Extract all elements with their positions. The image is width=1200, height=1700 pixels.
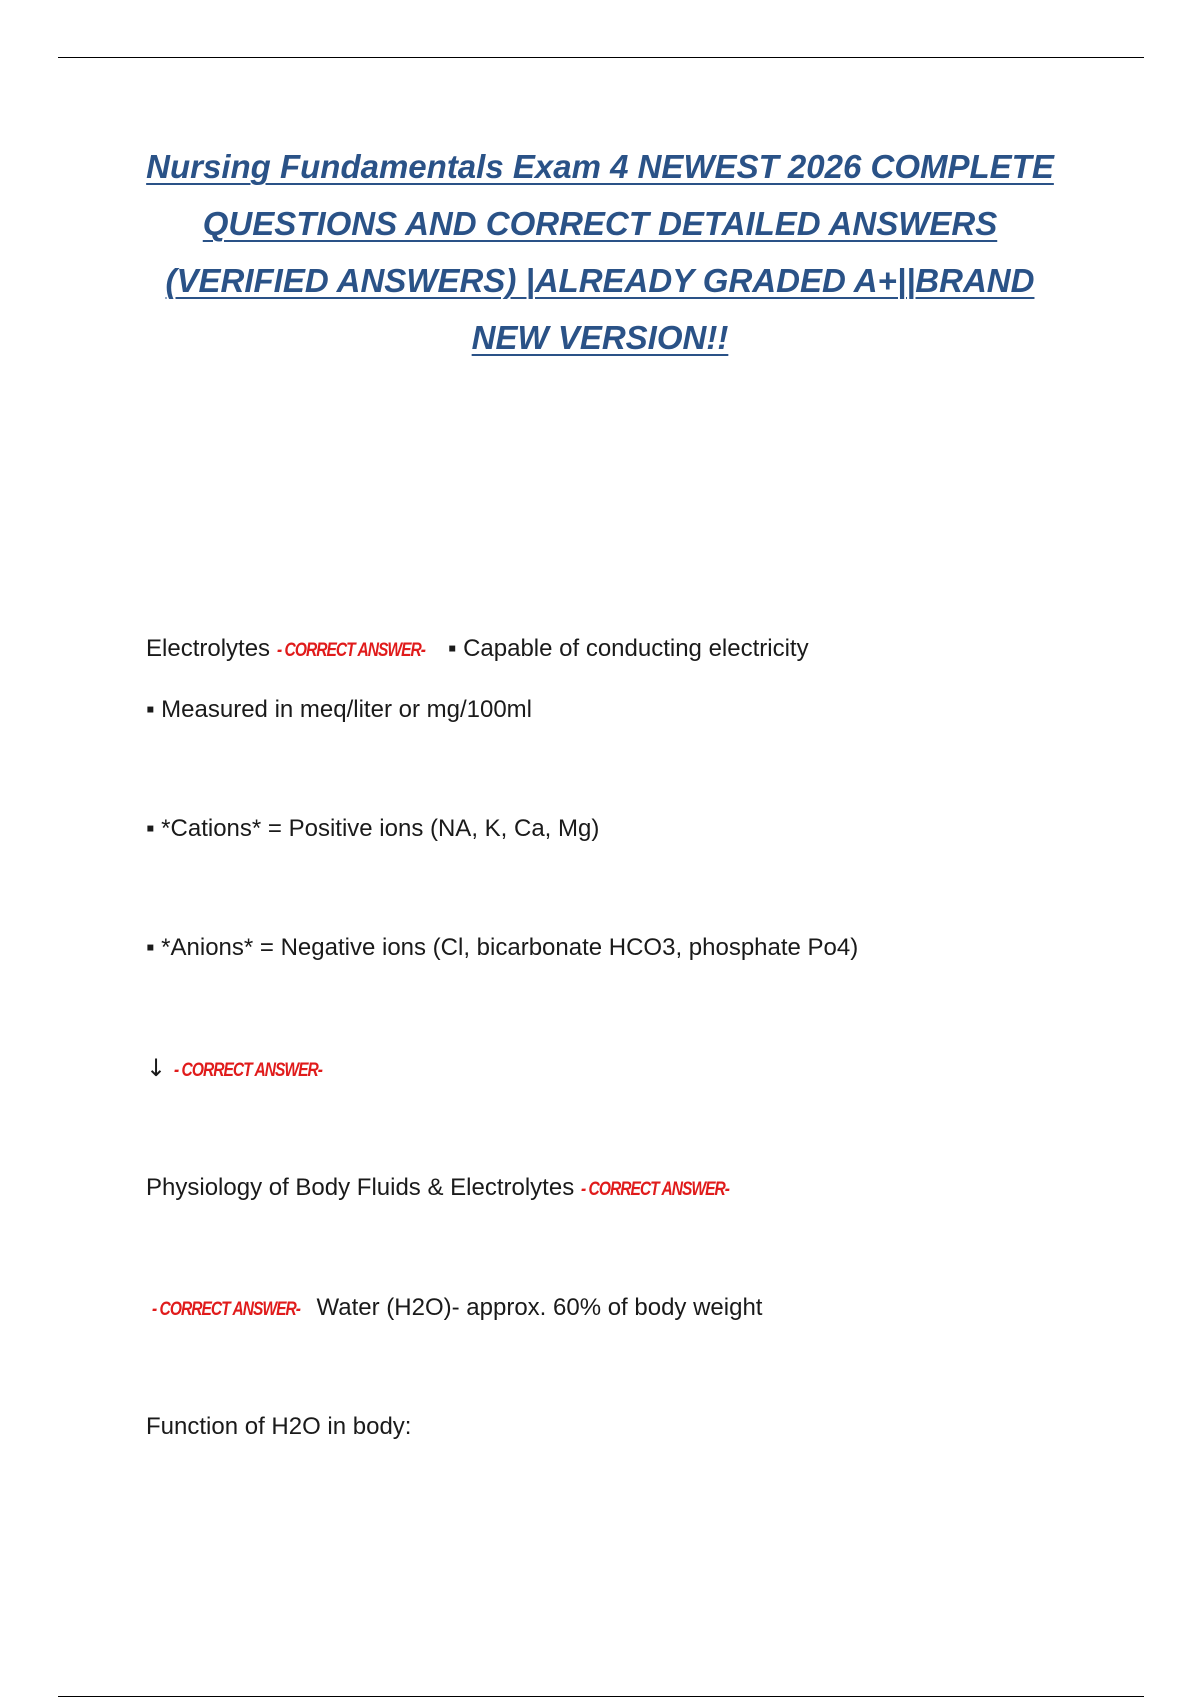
title-line-4: NEW VERSION!! bbox=[471, 319, 729, 356]
answer-text: Water (H2O)- approx. 60% of body weight bbox=[316, 1294, 763, 1321]
top-divider bbox=[58, 57, 1144, 58]
question-term: Physiology of Body Fluids & Electrolytes bbox=[146, 1174, 581, 1201]
correct-answer-marker: - CORRECT ANSWER- bbox=[174, 1060, 323, 1081]
answer-line-measured: ▪ Measured in meq/liter or mg/100ml bbox=[146, 696, 532, 723]
title-line-3: (VERIFIED ANSWERS) |ALREADY GRADED A+||BRAND bbox=[165, 262, 1035, 299]
bottom-divider bbox=[58, 1696, 1144, 1697]
question-function-h2o: Function of H2O in body: bbox=[146, 1413, 412, 1440]
correct-answer-marker: - CORRECT ANSWER- bbox=[276, 640, 425, 661]
title-line-1: Nursing Fundamentals Exam 4 NEWEST 2026 COMPLETE bbox=[146, 148, 1054, 185]
down-arrow-icon: ↓ bbox=[146, 1054, 167, 1082]
qa-electrolytes bbox=[146, 634, 809, 666]
question-term: Electrolytes bbox=[146, 635, 277, 662]
qa-physiology bbox=[146, 1173, 745, 1205]
qa-arrow bbox=[146, 1053, 339, 1086]
correct-answer-marker: - CORRECT ANSWER- bbox=[580, 1179, 729, 1200]
answer-line-cations: ▪ *Cations* = Positive ions (NA, K, Ca, Mg) bbox=[146, 815, 600, 842]
answer-line-anions: ▪ *Anions* = Negative ions (Cl, bicarbonate HCO3, phosphate Po4) bbox=[146, 934, 859, 961]
answer-text: ▪ Capable of conducting electricity bbox=[447, 635, 809, 662]
correct-answer-marker: - CORRECT ANSWER- bbox=[152, 1299, 301, 1320]
title-line-2: QUESTIONS AND CORRECT DETAILED ANSWERS bbox=[202, 205, 998, 242]
qa-water bbox=[152, 1293, 762, 1325]
document-title bbox=[100, 138, 1100, 366]
